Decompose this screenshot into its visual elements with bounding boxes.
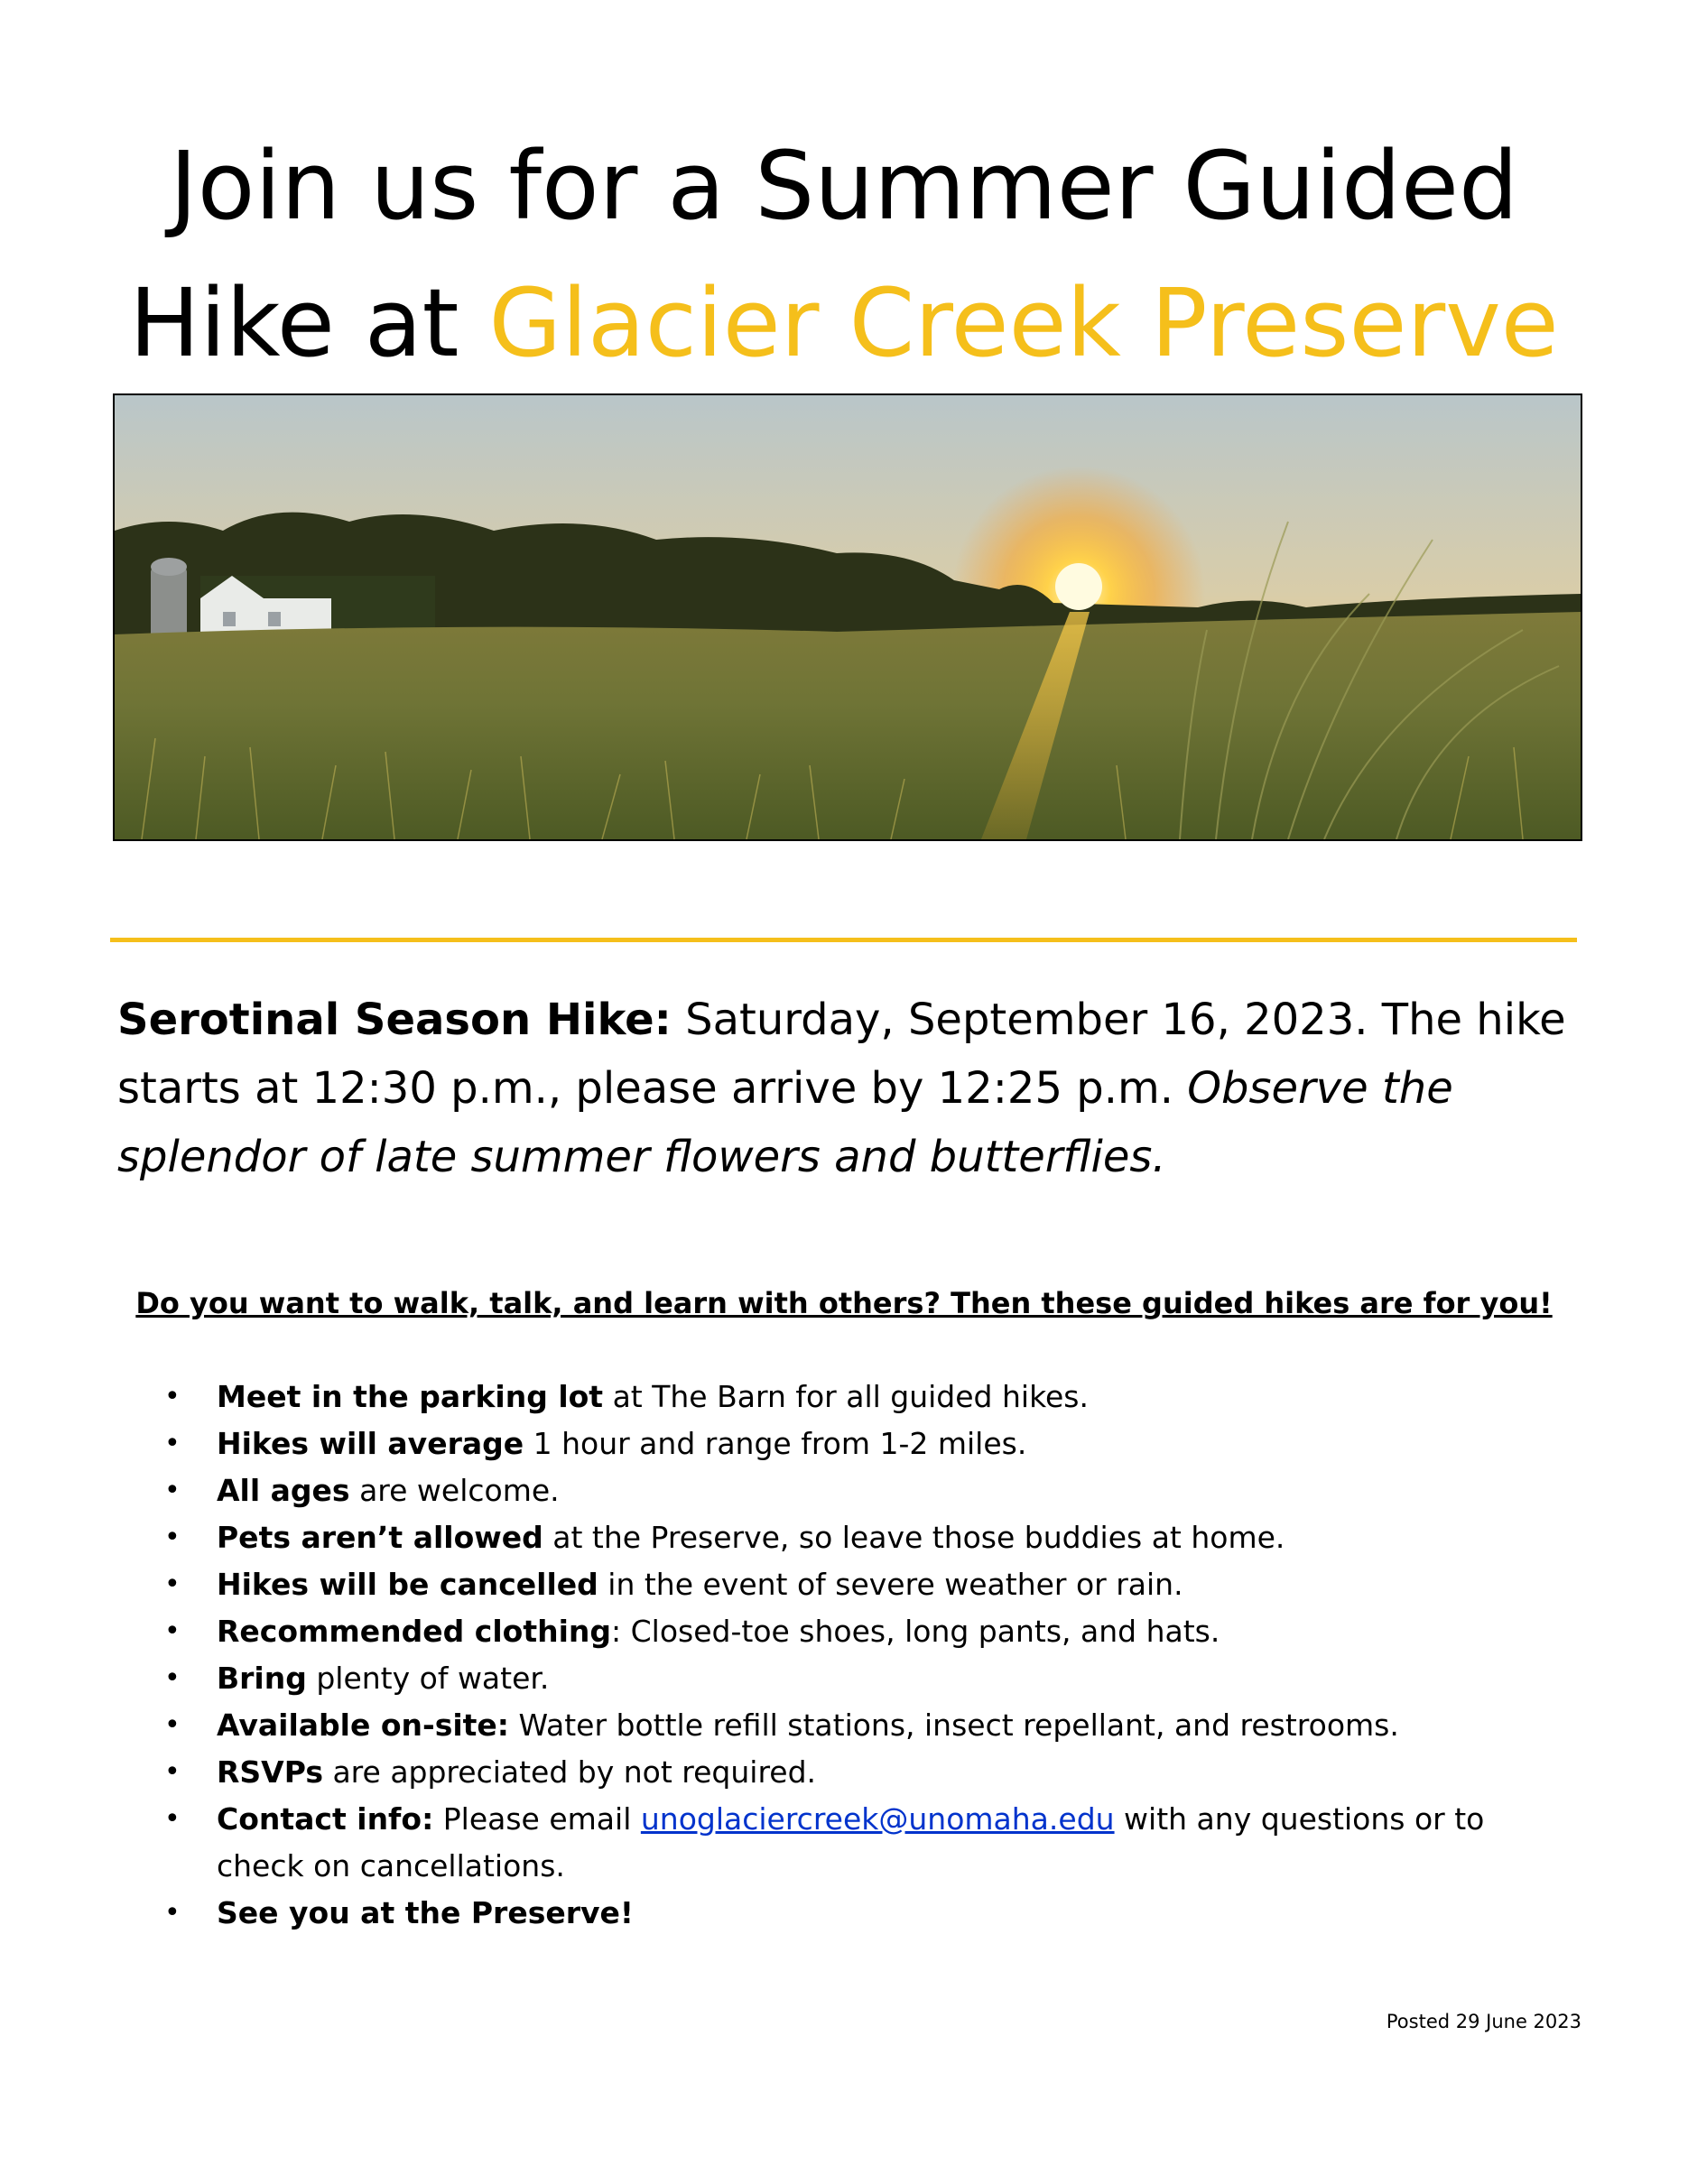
sunset-prairie-photo	[113, 393, 1582, 841]
gold-divider	[110, 938, 1577, 942]
hike-name: Serotinal Season Hike:	[117, 995, 672, 1045]
item-label: Meet in the parking lot	[217, 1379, 604, 1414]
contact-email-link[interactable]: unoglaciercreek@unomaha.edu	[640, 1801, 1115, 1837]
item-label: Pets aren’t allowed	[217, 1520, 543, 1555]
item-label: Recommended clothing	[217, 1614, 612, 1649]
list-item	[162, 1421, 1580, 1467]
item-text: are welcome.	[349, 1473, 560, 1508]
item-text: in the event of severe weather or rain.	[598, 1567, 1183, 1602]
item-text: are appreciated by not required.	[322, 1754, 817, 1790]
list-item	[162, 1749, 1580, 1796]
item-label: Contact info:	[217, 1801, 434, 1837]
item-label: See you at the Preserve!	[217, 1895, 634, 1930]
list-item	[162, 1608, 1580, 1655]
posted-date: Posted 29 June 2023	[1386, 2011, 1581, 2032]
item-label: Hikes will average	[217, 1426, 524, 1461]
hike-details: Saturday, September 16, 2023. The hike starts at 12:30 p.m., please arrive by 12:25 p.m.	[117, 995, 1566, 1114]
title-line-2-prefix: Hike at	[129, 268, 489, 378]
item-label: Bring	[217, 1661, 307, 1696]
item-text: with any questions or to check on cancellations.	[217, 1801, 1485, 1883]
item-label: Hikes will be cancelled	[217, 1567, 598, 1602]
list-item	[162, 1374, 1580, 1421]
hike-announcement	[117, 986, 1580, 1191]
item-text: at The Barn for all guided hikes.	[603, 1379, 1089, 1414]
list-item	[162, 1796, 1580, 1890]
title-preserve-name: Glacier Creek Preserve	[488, 268, 1559, 378]
list-item	[162, 1702, 1580, 1749]
item-text: at the Preserve, so leave those buddies at home.	[543, 1520, 1285, 1555]
item-text: plenty of water.	[306, 1661, 550, 1696]
item-text: Water bottle refill stations, insect repellant, and restrooms.	[509, 1707, 1399, 1743]
list-item	[162, 1514, 1580, 1561]
item-text: : Closed-toe shoes, long pants, and hats.	[611, 1614, 1220, 1649]
item-label: All ages	[217, 1473, 350, 1508]
item-label: RSVPs	[217, 1754, 323, 1790]
hike-tagline: Observe the splendor of late summer flowers and butterflies.	[117, 1063, 1453, 1182]
hike-info-list	[162, 1374, 1580, 1937]
list-item	[162, 1561, 1580, 1608]
page-title	[0, 117, 1688, 392]
list-item	[162, 1655, 1580, 1702]
list-item	[162, 1890, 1580, 1937]
list-item	[162, 1467, 1580, 1514]
invitation-question: Do you want to walk, talk, and learn with others? Then these guided hikes are for you!	[135, 1286, 1553, 1320]
item-text: Please email	[433, 1801, 641, 1837]
item-text: 1 hour and range from 1-2 miles.	[524, 1426, 1027, 1461]
title-line-1: Join us for a Summer Guided	[170, 131, 1518, 241]
item-label: Available on-site:	[217, 1707, 510, 1743]
